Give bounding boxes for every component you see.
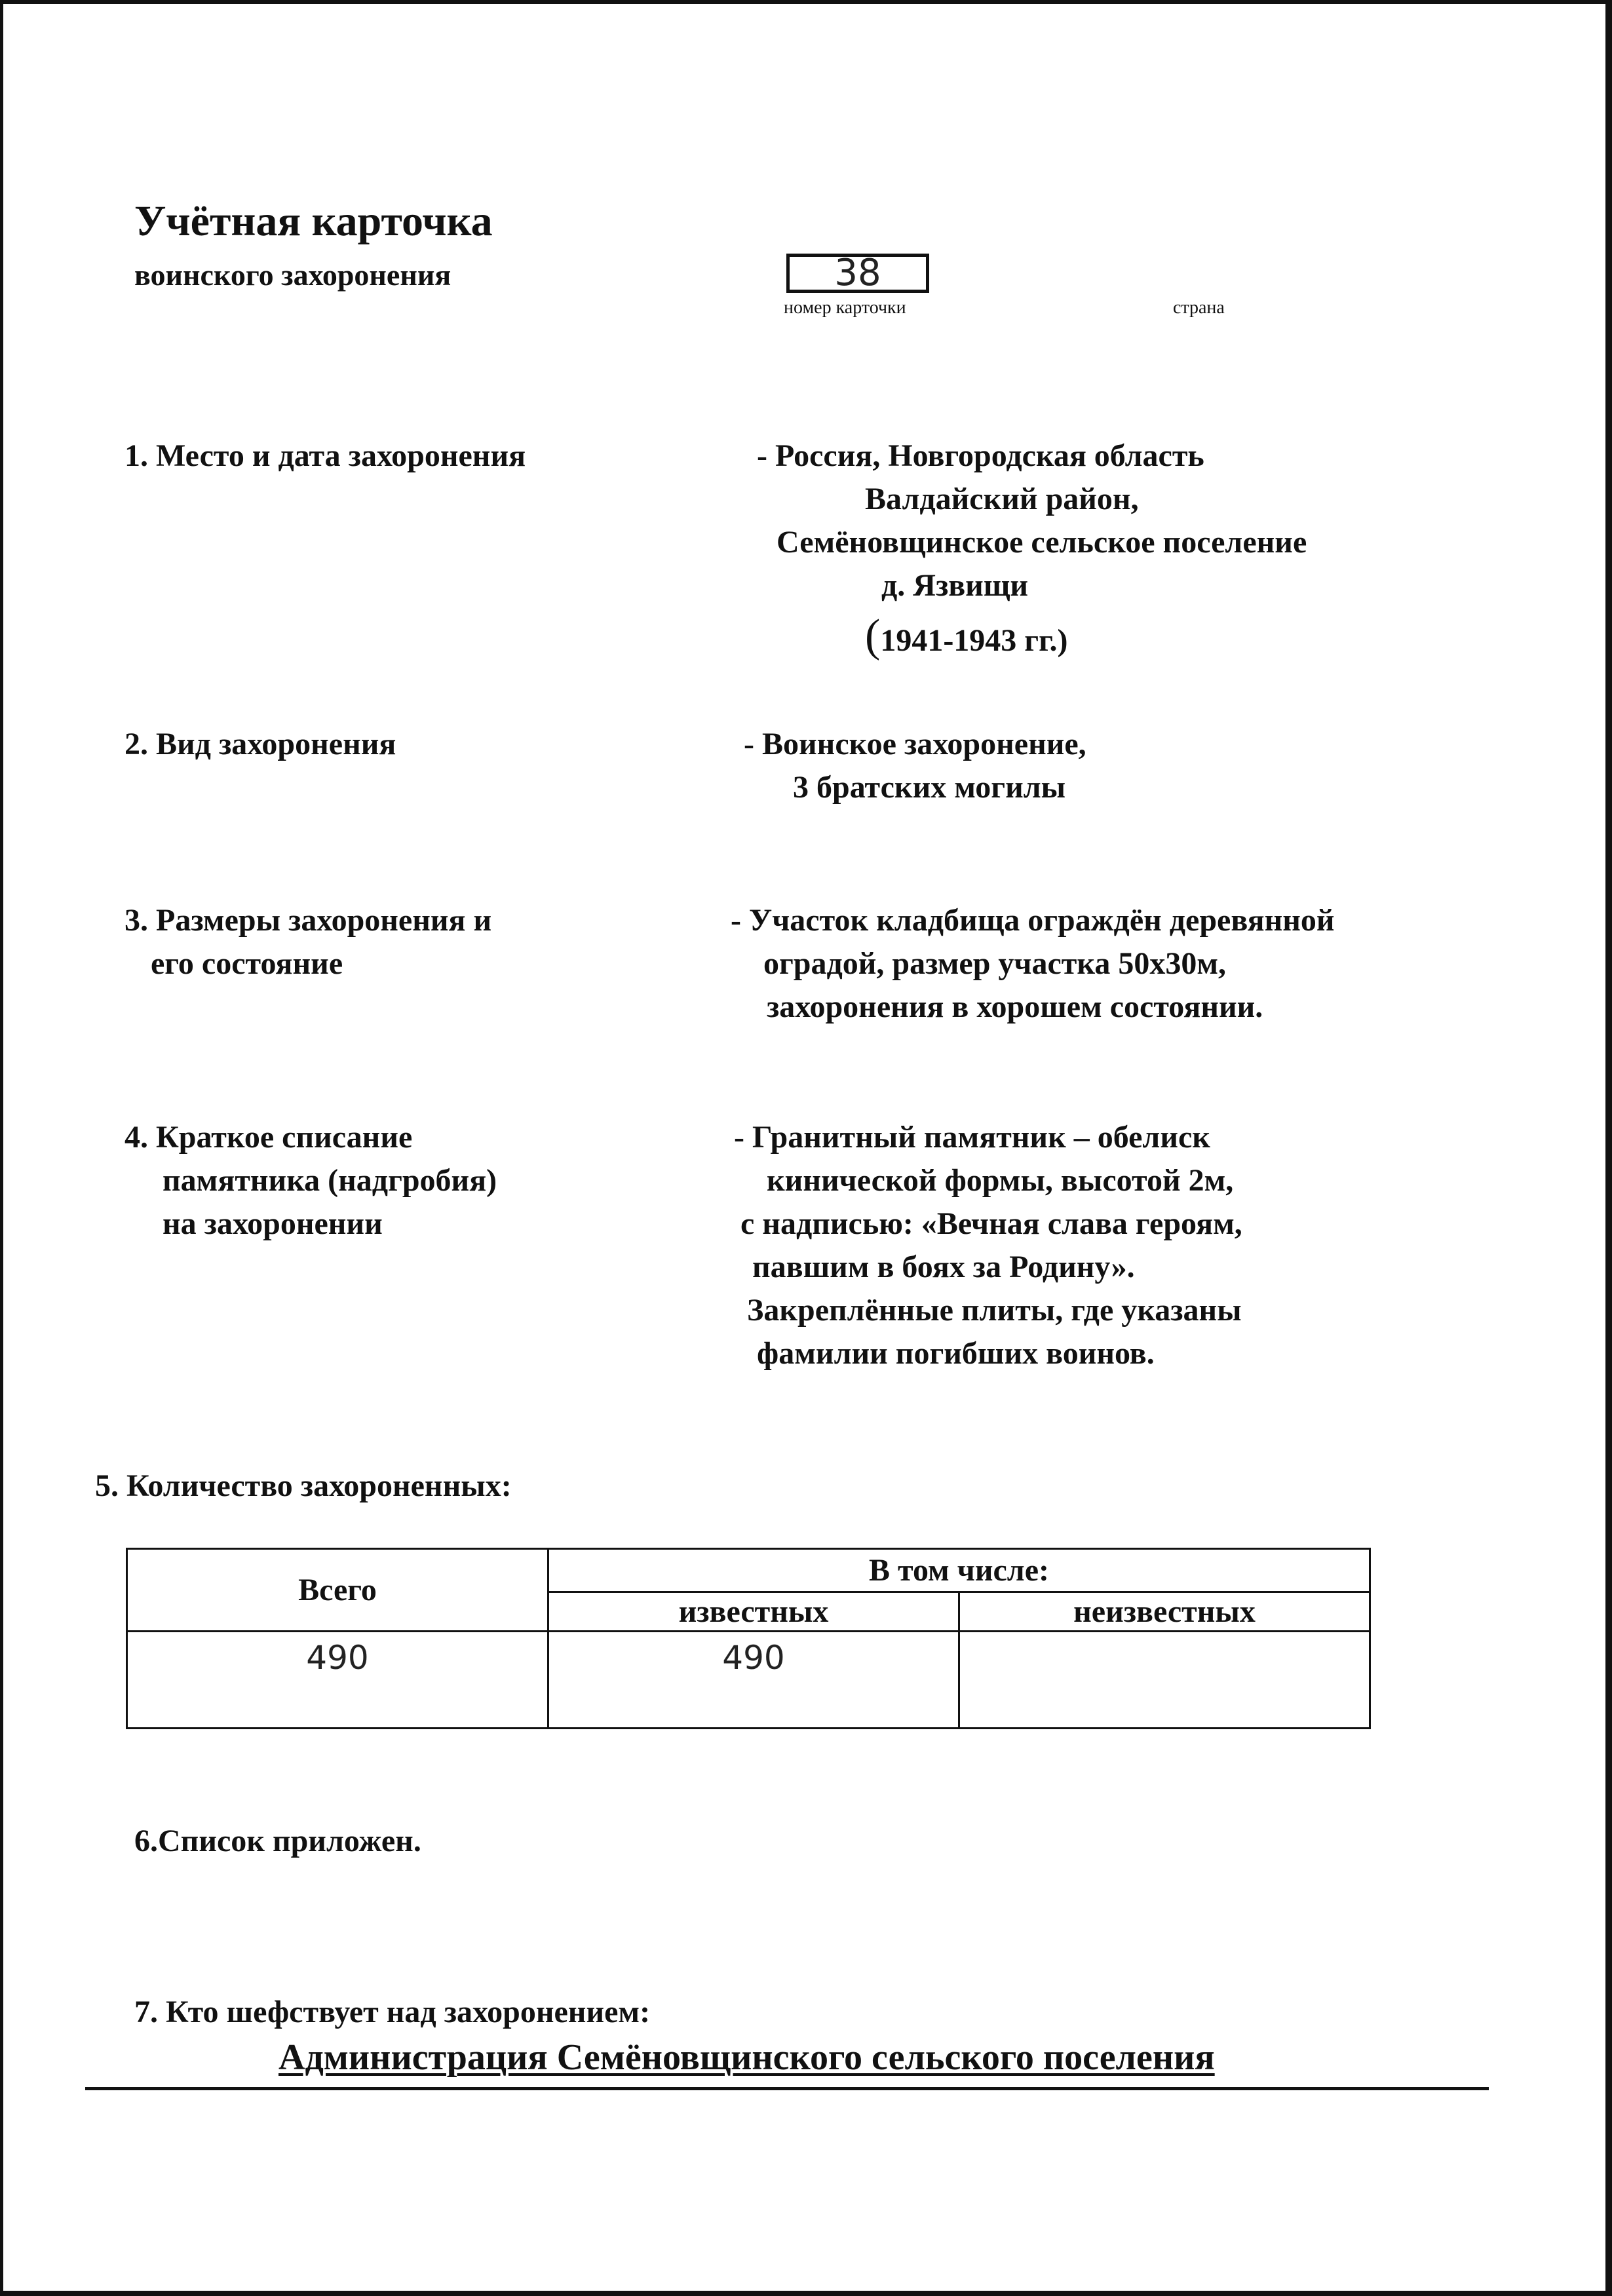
known-count: 490: [548, 1632, 959, 1729]
section1-line: Валдайский район,: [865, 482, 1139, 516]
section7-label: 7. Кто шефствует над захоронением:: [134, 1995, 651, 2029]
section4-line: с надписью: «Вечная слава героям,: [740, 1206, 1242, 1241]
card-number-caption: номер карточки: [784, 297, 906, 318]
country-caption: страна: [1173, 297, 1225, 318]
card-number-box: 38: [786, 254, 929, 293]
burial-dates: [865, 611, 1068, 662]
header-unknown: неизвестных: [959, 1592, 1370, 1632]
section3-line: оградой, размер участка 50х30м,: [763, 946, 1227, 981]
section6-label: 6.Список приложен.: [134, 1824, 421, 1858]
section4-line: фамилии погибших воинов.: [757, 1336, 1155, 1371]
section2-line: - Воинское захоронение,: [744, 727, 1086, 761]
patron-organization: Администрация Семёновщинского сельского поселения: [278, 2037, 1215, 2078]
section4-label: 4. Краткое списание: [125, 1120, 413, 1155]
burial-count-table: [126, 1548, 1371, 1729]
section4-label: памятника (надгробия): [163, 1163, 497, 1198]
header-total: Всего: [127, 1549, 548, 1632]
section4-line: кинической формы, высотой 2м,: [767, 1163, 1234, 1198]
card-title: Учётная карточка: [134, 197, 493, 245]
section5-label: 5. Количество захороненных:: [95, 1468, 512, 1503]
section3-line: захоронения в хорошем состоянии.: [767, 989, 1263, 1024]
section1-line: Семёновщинское сельское поселение: [777, 525, 1307, 560]
total-count: 490: [127, 1632, 548, 1729]
section2-line: 3 братских могилы: [793, 770, 1066, 805]
section1-line: д. Язвищи: [881, 568, 1028, 603]
section1-line: - Россия, Новгородская область: [757, 438, 1204, 473]
unknown-count: [959, 1632, 1370, 1729]
section3-line: - Участок кладбища ограждён деревянной: [731, 903, 1335, 938]
burial-dates-text: 1941-1943 гг.): [880, 623, 1068, 658]
section3-label: его состояние: [151, 946, 343, 981]
section4-line: павшим в боях за Родину».: [752, 1250, 1135, 1284]
section4-label: на захоронении: [163, 1206, 383, 1241]
table-header-row: [127, 1549, 1370, 1592]
bottom-rule: [85, 2087, 1489, 2090]
section4-line: Закреплённые плиты, где указаны: [747, 1293, 1242, 1328]
card-subtitle: воинского захоронения: [134, 258, 451, 292]
section2-label: 2. Вид захоронения: [125, 727, 396, 761]
header-including: В том числе:: [548, 1549, 1370, 1592]
section1-label: 1. Место и дата захоронения: [125, 438, 526, 473]
burial-dates-paren: (: [865, 611, 881, 661]
header-known: известных: [548, 1592, 959, 1632]
table-row: [127, 1632, 1370, 1729]
section4-line: - Гранитный памятник – обелиск: [734, 1120, 1210, 1155]
section3-label: 3. Размеры захоронения и: [125, 903, 492, 938]
